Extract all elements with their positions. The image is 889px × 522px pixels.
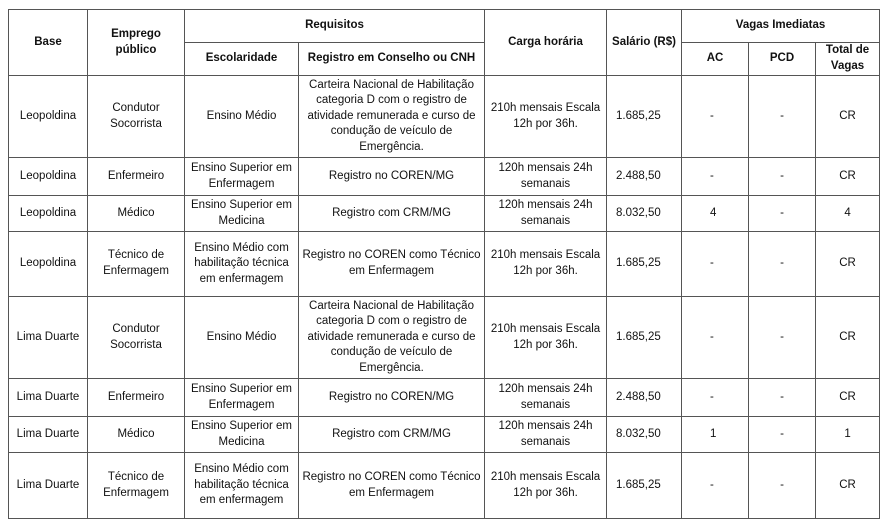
- cell-carga: 120h mensais 24h semanais: [485, 196, 607, 232]
- vacancies-table: [8, 9, 880, 519]
- cell-pcd: -: [749, 76, 816, 158]
- cell-carga: 210h mensais Escala 12h por 36h.: [485, 232, 607, 297]
- cell-salario: 2.488,50: [607, 379, 682, 417]
- cell-total: CR: [816, 76, 880, 158]
- cell-total: CR: [816, 232, 880, 297]
- cell-registro: Registro no COREN/MG: [299, 379, 485, 417]
- cell-salario: 2.488,50: [607, 158, 682, 196]
- cell-base: Lima Duarte: [9, 453, 88, 519]
- cell-escolaridade: Ensino Médio com habilitação técnica em enfermagem: [185, 232, 299, 297]
- cell-ac: 1: [682, 417, 749, 453]
- table-row: [9, 232, 880, 297]
- header-pcd: PCD: [749, 43, 816, 76]
- cell-ac: 4: [682, 196, 749, 232]
- cell-escolaridade: Ensino Médio: [185, 297, 299, 379]
- cell-escolaridade: Ensino Superior em Enfermagem: [185, 158, 299, 196]
- table-row: [9, 297, 880, 379]
- table-row: [9, 76, 880, 158]
- cell-pcd: -: [749, 232, 816, 297]
- cell-registro: Registro no COREN como Técnico em Enfermagem: [299, 453, 485, 519]
- cell-carga: 120h mensais 24h semanais: [485, 158, 607, 196]
- cell-emprego: Técnico de Enfermagem: [88, 453, 185, 519]
- header-emprego: Emprego público: [88, 10, 185, 76]
- cell-carga: 120h mensais 24h semanais: [485, 417, 607, 453]
- cell-total: CR: [816, 379, 880, 417]
- cell-pcd: -: [749, 196, 816, 232]
- cell-ac: -: [682, 158, 749, 196]
- cell-registro: Registro com CRM/MG: [299, 196, 485, 232]
- header-requisitos: Requisitos: [185, 10, 485, 43]
- cell-pcd: -: [749, 379, 816, 417]
- cell-emprego: Enfermeiro: [88, 158, 185, 196]
- cell-pcd: -: [749, 297, 816, 379]
- header-salario: Salário (R$): [607, 10, 682, 76]
- cell-escolaridade: Ensino Superior em Medicina: [185, 196, 299, 232]
- header-carga: Carga horária: [485, 10, 607, 76]
- header-vagas: Vagas Imediatas: [682, 10, 880, 43]
- cell-salario: 1.685,25: [607, 76, 682, 158]
- header-escolaridade: Escolaridade: [185, 43, 299, 76]
- cell-total: CR: [816, 158, 880, 196]
- table-row: [9, 158, 880, 196]
- cell-emprego: Médico: [88, 417, 185, 453]
- cell-escolaridade: Ensino Médio com habilitação técnica em enfermagem: [185, 453, 299, 519]
- cell-pcd: -: [749, 417, 816, 453]
- cell-pcd: -: [749, 158, 816, 196]
- cell-total: 1: [816, 417, 880, 453]
- cell-salario: 1.685,25: [607, 297, 682, 379]
- cell-base: Leopoldina: [9, 76, 88, 158]
- cell-base: Lima Duarte: [9, 417, 88, 453]
- cell-registro: Carteira Nacional de Habilitação categoria D com o registro de atividade remunerada e curso de condução de veículo de Emergência.: [299, 76, 485, 158]
- cell-ac: -: [682, 297, 749, 379]
- header-ac: AC: [682, 43, 749, 76]
- cell-base: Lima Duarte: [9, 297, 88, 379]
- cell-emprego: Condutor Socorrista: [88, 297, 185, 379]
- document-page: [8, 9, 880, 519]
- cell-ac: -: [682, 379, 749, 417]
- table-row: [9, 379, 880, 417]
- header-registro: Registro em Conselho ou CNH: [299, 43, 485, 76]
- cell-emprego: Técnico de Enfermagem: [88, 232, 185, 297]
- cell-registro: Registro no COREN/MG: [299, 158, 485, 196]
- cell-carga: 210h mensais Escala 12h por 36h.: [485, 453, 607, 519]
- cell-carga: 120h mensais 24h semanais: [485, 379, 607, 417]
- table-row: [9, 196, 880, 232]
- table-row: [9, 453, 880, 519]
- cell-base: Lima Duarte: [9, 379, 88, 417]
- cell-ac: -: [682, 76, 749, 158]
- cell-pcd: -: [749, 453, 816, 519]
- cell-escolaridade: Ensino Médio: [185, 76, 299, 158]
- cell-registro: Registro no COREN como Técnico em Enfermagem: [299, 232, 485, 297]
- cell-carga: 210h mensais Escala 12h por 36h.: [485, 297, 607, 379]
- cell-ac: -: [682, 232, 749, 297]
- cell-registro: Registro com CRM/MG: [299, 417, 485, 453]
- table-row: [9, 417, 880, 453]
- cell-emprego: Enfermeiro: [88, 379, 185, 417]
- cell-emprego: Condutor Socorrista: [88, 76, 185, 158]
- cell-total: CR: [816, 453, 880, 519]
- cell-total: CR: [816, 297, 880, 379]
- cell-carga: 210h mensais Escala 12h por 36h.: [485, 76, 607, 158]
- cell-base: Leopoldina: [9, 196, 88, 232]
- header-base: Base: [9, 10, 88, 76]
- cell-salario: 1.685,25: [607, 453, 682, 519]
- cell-base: Leopoldina: [9, 158, 88, 196]
- cell-total: 4: [816, 196, 880, 232]
- cell-emprego: Médico: [88, 196, 185, 232]
- cell-registro: Carteira Nacional de Habilitação categoria D com o registro de atividade remunerada e curso de condução de veículo de Emergência.: [299, 297, 485, 379]
- header-total: Total de Vagas: [816, 43, 880, 76]
- cell-ac: -: [682, 453, 749, 519]
- cell-salario: 8.032,50: [607, 196, 682, 232]
- cell-base: Leopoldina: [9, 232, 88, 297]
- cell-salario: 8.032,50: [607, 417, 682, 453]
- cell-salario: 1.685,25: [607, 232, 682, 297]
- cell-escolaridade: Ensino Superior em Medicina: [185, 417, 299, 453]
- cell-escolaridade: Ensino Superior em Enfermagem: [185, 379, 299, 417]
